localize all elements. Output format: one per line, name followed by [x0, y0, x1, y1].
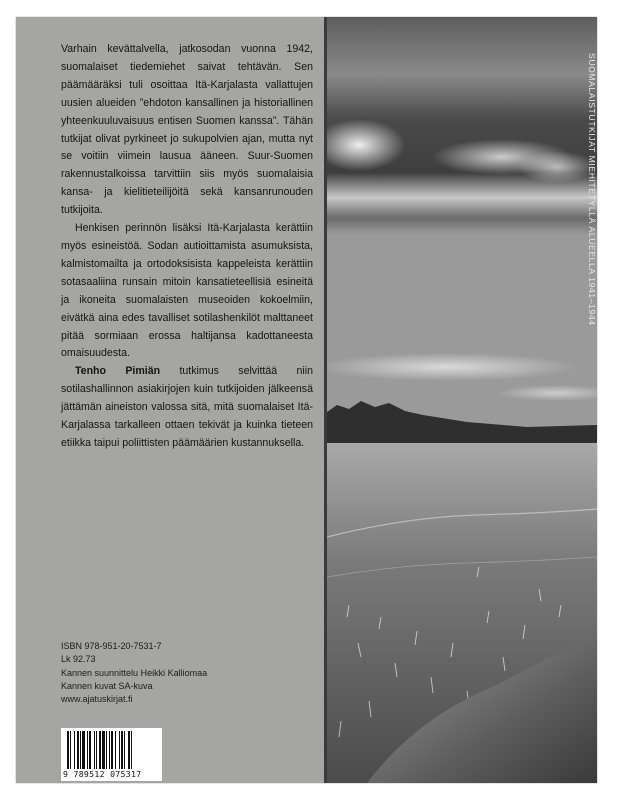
- cover-photo-credit: Kannen kuvat SA-kuva: [61, 680, 153, 691]
- isbn: ISBN 978-951-20-7531-7: [61, 641, 162, 651]
- publisher-url: www.ajatuskirjat.fi: [61, 694, 133, 705]
- barcode-digits: 9 789512 075317: [63, 769, 142, 779]
- book-back-cover: [16, 17, 597, 783]
- spine-title: SUOMALAISTUTKIJAT MIEHITETYLLÄ ALUEELLA 1941–1944: [587, 53, 597, 326]
- cover-design-credit: Kannen suunnittelu Heikki Kalliomaa: [61, 667, 208, 678]
- back-cover-text-panel: [16, 17, 324, 783]
- blurb-paragraph-3: [61, 363, 313, 453]
- blurb-paragraph-2: Henkisen perinnön lisäksi Itä-Karjalasta kerättiin myös esineistöä. Sodan autioittamista asumuksista, kalmistomailta ja ortodoksisista kappeleista kerättiin sotasaaliina runsain mitoin kansatieteellisiä esineitä ja ikoneita suomalaisten museoiden kokoelmiin, eivätkä aina edes tavalliset sotilashenkilöt malttaneet pitää sormiaan erossa haltijansa kadottaneesta omaisuudesta.: [61, 222, 313, 360]
- blurb-paragraph-3-text: tutkimus selvittää niin sotilashallinnon asiakirjojen kuin tutkijoiden jälkeensä jättämän aineiston valossa sitä, mitä suomalaiset Itä-Karjalassa tarkalleen ottaen tekivät ja kuinka tieteen etiikka taipui poliittisten päämäärien kustannuksella.: [61, 365, 313, 449]
- blurb-text: [61, 41, 313, 453]
- barcode-bars: [67, 731, 156, 769]
- publication-info: [61, 640, 311, 706]
- landscape-photo: [327, 17, 597, 783]
- cover-photo-lake-landscape: [327, 17, 597, 783]
- author-name: Tenho Pimiän: [75, 365, 161, 378]
- blurb-paragraph-1: Varhain kevättalvella, jatkosodan vuonna 1942, suomalaiset tiedemiehet saivat tehtävän. Sen päämääräksi tuli osoittaa Itä-Karjalasta vallattujen uusien alueiden ”ehdoton kansallinen ja historiallinen yhteenkuuluvaisuus entisen Suomen kanssa”. Tähän tutkijat olivat pyrkineet jo sukupolvien ajan, mutta nyt se voitiin viimein lausua ääneen. Suur-Suomen rakennustalkoissa tarvittiin siis myös suomalaisia kansa- ja kielitieteilijöitä sekä kansanrunouden tutkijoita.: [61, 43, 313, 217]
- library-class: Lk 92.73: [61, 654, 96, 665]
- isbn-barcode: [61, 728, 162, 781]
